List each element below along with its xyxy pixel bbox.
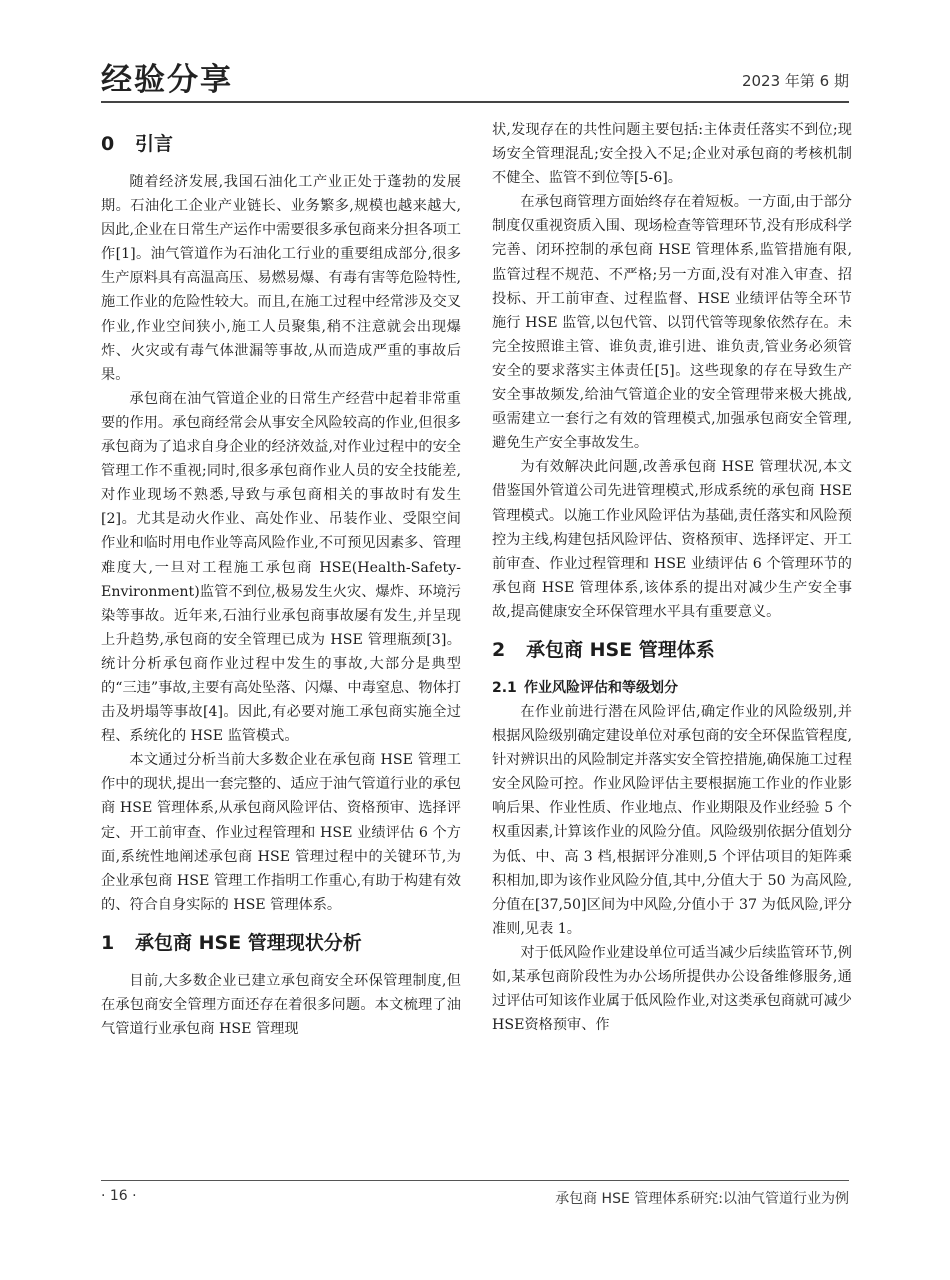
paragraph-continued: 状,发现存在的共性问题主要包括:主体责任落实不到位;现场安全管理混乱;安全投入不足;企业对承包商的考核机制不健全、监管不到位等[5-6]。 bbox=[492, 122, 852, 187]
subsection-number: 2.1 bbox=[492, 679, 517, 696]
paragraph: 目前,大多数企业已建立承包商安全环保管理制度,但在承包商安全管理方面还存在着很多问题。本文梳理了油气管道行业承包商 HSE 管理现 bbox=[101, 972, 461, 1038]
journal-section-title: 经验分享 bbox=[101, 62, 233, 98]
section-number: 0 bbox=[101, 133, 115, 155]
subsection-title: 作业风险评估和等级划分 bbox=[524, 679, 678, 696]
paragraph: 在作业前进行潜在风险评估,确定作业的风险级别,并根据风险级别确定建设单位对承包商的安全环保监管程度,针对辨识出的风险制定并落实安全管控措施,确保施工过程安全风险可控。作业风险评估主要根据施工作业的作业影响后果、作业性质、作业地点、作业期限及作业经验 5 个权重因素,计算该作业的风险分值。风险级别依据分值划分为低、中、高 3 档,根据评分准则,5 个评估项目的矩阵乘积相加,即为该作业风险分值,其中,分值大于 50 为高风险,分值在[37,50]区间为中风险,分值小于 37 为低风险,评分准则,见表 1。 bbox=[492, 703, 852, 937]
paragraph: 本文通过分析当前大多数企业在承包商 HSE 管理工作中的现状,提出一套完整的、适应于油气管道行业的承包商 HSE 管理体系,从承包商风险评估、资格预审、选择评定、开工前审查、作业过程管理和 HSE 业绩评估 6 个方面,系统性地阐述承包商 HSE 管理过程中的关键环节,为企业承包商 HSE 管理工作指明工作重心,有助于构建有效的、符合自身实际的 HSE 管理体系。 bbox=[101, 752, 461, 913]
section-number: 2 bbox=[492, 638, 506, 661]
section-heading-1 bbox=[101, 917, 461, 969]
paragraph: 随着经济发展,我国石油化工产业正处于蓬勃的发展期。石油化工企业产业链长、业务繁多,规模也越来越大,因此,企业在日常生产运作中需要很多承包商来分担各项工作[1]。油气管道作为石油化工行业的重要组成部分,很多生产原料具有高温高压、易燃易爆、有毒有害等危险特性,施工作业的危险性较大。而且,在施工过程中经常涉及交叉作业,作业空间狭小,施工人员聚集,稍不注意就会出现爆炸、火灾或有毒气体泄漏等事故,从而造成严重的事故后果。 bbox=[101, 174, 461, 383]
section-number: 1 bbox=[101, 931, 115, 954]
running-title: 承包商 HSE 管理体系研究:以油气管道行业为例 bbox=[555, 1191, 849, 1207]
right-column bbox=[492, 118, 852, 1037]
page-number: · 16 · bbox=[101, 1188, 137, 1204]
paragraph: 为有效解决此问题,改善承包商 HSE 管理状况,本文借鉴国外管道公司先进管理模式,形成系统的承包商 HSE 管理模式。以施工作业风险评估为基础,责任落实和风险预控为主线,构建包括风险评估、资格预审、选择评定、开工前审查、作业过程管理和 HSE 业绩评估 6 个管理环节的承包商 HSE 管理体系,该体系的提出对减少生产安全事故,提高健康安全环保管理水平具有重要意义。 bbox=[492, 459, 852, 620]
issue-label: 2023 年第 6 期 bbox=[741, 72, 849, 90]
section-title: 引言 bbox=[135, 133, 174, 155]
page-footer bbox=[101, 1188, 849, 1212]
page-header bbox=[101, 52, 849, 102]
left-column bbox=[101, 118, 461, 1041]
subsection-heading-2-1 bbox=[492, 676, 852, 700]
paragraph: 承包商在油气管道企业的日常生产经营中起着非常重要的作用。承包商经常会从事安全风险较高的作业,但很多承包商为了追求自身企业的经济效益,对作业过程中的安全管理工作不重视;同时,很多承包商作业人员的安全技能差,对作业现场不熟悉,导致与承包商相关的事故时有发生[2]。尤其是动火作业、高处作业、吊装作业、受限空间作业和临时用电作业等高风险作业,不可预见因素多、管理难度大,一旦对工程施工承包商 HSE(Health-Safety-Environment)监管不到位,极易发生火灾、爆炸、环境污染等事故。近年来,石油行业承包商事故屡有发生,并呈现上升趋势,承包商的安全管理已成为 HSE 管理瓶颈[3]。统计分析承包商作业过程中发生的事故,大部分是典型的“三违”事故,主要有高处坠落、闪爆、中毒窒息、物体打击及坍塌等事故[4]。因此,有必要对施工承包商实施全过程、系统化的 HSE 监管模式。 bbox=[101, 390, 461, 745]
paragraph: 在承包商管理方面始终存在着短板。一方面,由于部分制度仅重视资质入围、现场检查等管理环节,没有形成科学完善、闭环控制的承包商 HSE 管理体系,监管措施有限,监管过程不规范、不严格;另一方面,没有对准入审查、招投标、开工前审查、过程监督、HSE 业绩评估等全环节施行 HSE 监管,以包代管、以罚代管等现象依然存在。未完全按照谁主管、谁负责,谁引进、谁负责,管业务必须管安全的要求落实主体责任[5]。这些现象的存在导致生产安全事故频发,给油气管道企业的安全管理带来极大挑战,亟需建立一套行之有效的管理模式,加强承包商安全管理,避免生产安全事故发生。 bbox=[492, 194, 852, 452]
header-rule bbox=[101, 101, 849, 103]
section-heading-2 bbox=[492, 624, 852, 676]
footer-rule bbox=[101, 1180, 849, 1181]
section-heading-intro bbox=[101, 118, 461, 170]
paragraph: 对于低风险作业建设单位可适当减少后续监管环节,例如,某承包商阶段性为办公场所提供办公设备维修服务,通过评估可知该作业属于低风险作业,对这类承包商就可减少HSE资格预审、作 bbox=[492, 944, 852, 1034]
section-title: 承包商 HSE 管理体系 bbox=[526, 638, 715, 661]
section-title: 承包商 HSE 管理现状分析 bbox=[135, 931, 362, 954]
